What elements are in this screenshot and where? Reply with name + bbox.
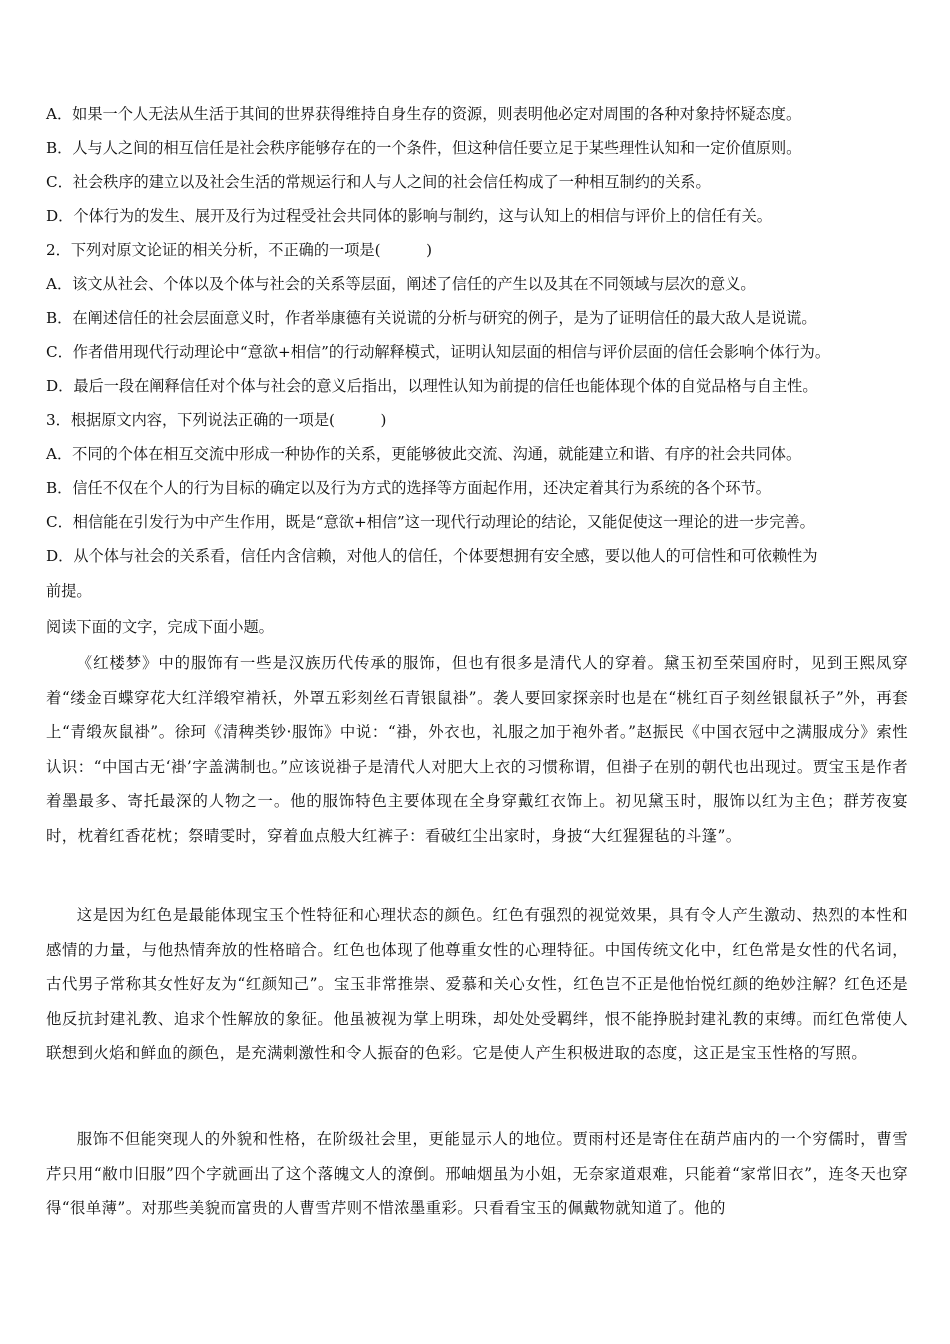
q2-stem: 2．下列对原文论证的相关分析，不正确的一项是( ): [46, 241, 433, 259]
q2-option-d: D．最后一段在阐释信任对个体与社会的意义后指出，以理性认知为前提的信任也能体现个体的自觉品格与自主性。: [46, 377, 818, 395]
q2-option-a: A．该文从社会、个体以及个体与社会的关系等层面，阐述了信任的产生以及其在不同领域与层次的意义。: [46, 275, 756, 293]
q3-option-d-continuation: 前提。: [46, 582, 92, 600]
q1-option-d: D．个体行为的发生、展开及行为过程受社会共同体的影响与制约，这与认知上的相信与评价上的信任有关。: [46, 207, 772, 225]
passage-paragraph-2: 这是因为红色是最能体现宝玉个性特征和心理状态的颜色。红色有强烈的视觉效果，具有令人产生激动、热烈的本性和感情的力量，与他热情奔放的性格暗合。红色也体现了他尊重女性的心理特征。中国传统文化中，红色常是女性的代名词，古代男子常称其女性好友为“红颜知己”。宝玉非常推崇、爱慕和关心女性，红色岂不正是他怡悦红颜的绝妙注解？红色还是他反抗封建礼教、追求个性解放的象征。他虽被视为掌上明珠，却处处受羁绊，恨不能挣脱封建礼教的束缚。而红色常使人联想到火焰和鲜血的颜色，是充满刺激性和令人振奋的色彩。它是使人产生积极进取的态度，这正是宝玉性格的写照。: [46, 906, 908, 1062]
q2-option-b: B．在阐述信任的社会层面意义时，作者举康德有关说谎的分析与研究的例子，是为了证明信任的最大敌人是说谎。: [46, 309, 817, 327]
q2-option-c: C．作者借用现代行动理论中“意欲+相信”的行动解释模式，证明认知层面的相信与评价层面的信任会影响个体行为。: [46, 343, 831, 361]
q3-option-b: B．信任不仅在个人的行为目标的确定以及行为方式的选择等方面起作用，还决定着其行为系统的各个环节。: [46, 479, 771, 497]
q1-option-a: A．如果一个人无法从生活于其间的世界获得维持自身生存的资源，则表明他必定对周围的各种对象持怀疑态度。: [46, 105, 802, 123]
q3-stem: 3．根据原文内容，下列说法正确的一项是( ): [46, 411, 387, 429]
q3-option-a: A．不同的个体在相互交流中形成一种协作的关系，更能够彼此交流、沟通，就能建立和谐、有序的社会共同体。: [46, 445, 802, 463]
q3-option-d: D．从个体与社会的关系看，信任内含信赖，对他人的信任，个体要想拥有安全感，要以他人的可信性和可依赖性为: [46, 547, 818, 565]
q1-option-b: B．人与人之间的相互信任是社会秩序能够存在的一个条件，但这种信任要立足于某些理性认知和一定价值原则。: [46, 139, 802, 157]
q1-option-c: C．社会秩序的建立以及社会生活的常规运行和人与人之间的社会信任构成了一种相互制约的关系。: [46, 173, 711, 191]
reading-instruction: 阅读下面的文字，完成下面小题。: [46, 618, 274, 636]
passage-paragraph-3: 服饰不但能突现人的外貌和性格，在阶级社会里，更能显示人的地位。贾雨村还是寄住在葫芦庙内的一个穷儒时，曹雪芹只用“敝巾旧服”四个字就画出了这个落魄文人的潦倒。邢岫烟虽为小姐，无奈家道艰难，只能着“家常旧衣”，连冬天也穿得“很单薄”。对那些美貌而富贵的人曹雪芹则不惜浓墨重彩。只看看宝玉的佩戴物就知道了。他的: [46, 1130, 908, 1217]
passage-paragraph-1: 《红楼梦》中的服饰有一些是汉族历代传承的服饰，但也有很多是清代人的穿着。黛玉初至荣国府时，见到王熙凤穿着“缕金百蝶穿花大红洋缎窄褃袄，外罩五彩刻丝石青银鼠褂”。袭人要回家探亲时也是在“桃红百子刻丝银鼠袄子”外，再套上“青缎灰鼠褂”。徐珂《清稗类钞·服饰》中说：“褂，外衣也，礼服之加于袍外者。”赵振民《中国衣冠中之满服成分》索性认识：“中国古无‘褂’字盖满制也。”应该说褂子是清代人对肥大上衣的习惯称谓，但褂子在别的朝代也出现过。贾宝玉是作者着墨最多、寄托最深的人物之一。他的服饰特色主要体现在全身穿戴红衣饰上。初见黛玉时，服饰以红为主色；群芳夜宴时，枕着红香花枕；祭晴雯时，穿着血点般大红裤子：看破红尘出家时，身披“大红猩猩毡的斗篷”。: [46, 654, 908, 845]
q3-option-c: C．相信能在引发行为中产生作用，既是“意欲+相信”这一现代行动理论的结论，又能促使这一理论的进一步完善。: [46, 513, 815, 531]
